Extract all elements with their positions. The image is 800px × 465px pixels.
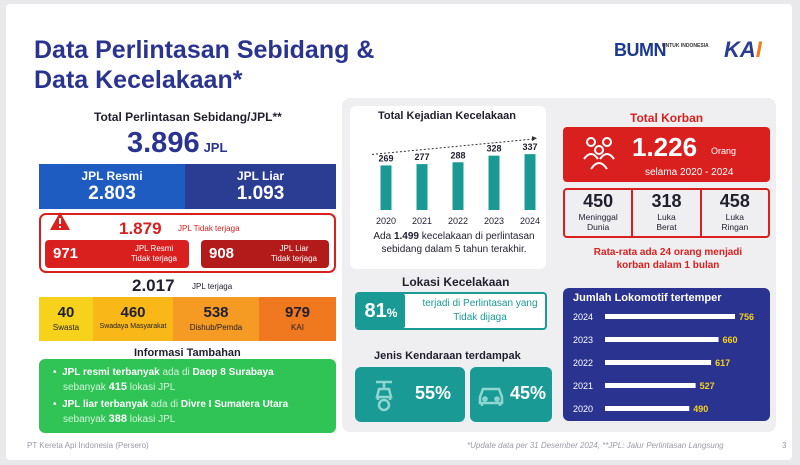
info-item-1-c: Daop 8 Surabaya	[192, 367, 274, 378]
korban-berat-label-2: Berat	[656, 222, 677, 232]
kejadian-bar-label: 328	[486, 143, 502, 154]
bumn-logo-text: BUMN	[614, 40, 666, 60]
kejadian-note-a: Ada	[373, 231, 394, 242]
kejadian-bar-label: 269	[378, 153, 394, 164]
jpl-resmi-card	[39, 164, 185, 209]
car-percent: 45%	[510, 383, 547, 403]
bumn-logo	[614, 40, 709, 61]
korban-note: Rata-rata ada 24 orang menjadi korban dalam 1 bulan	[593, 247, 743, 271]
info-item-2: • JPL liar terbanyak ada di Divre I Sumatera Utara sebanyak 388 lokasi JPL	[53, 399, 289, 425]
kejadian-bar	[525, 154, 536, 210]
korban-luka-berat	[633, 190, 701, 236]
kejadian-bar-chart	[350, 130, 546, 230]
kejadian-note-b: 1.499	[393, 231, 419, 242]
kejadian-note	[364, 230, 544, 256]
lokomotif-year-label: 2022	[573, 358, 594, 368]
info-item-2-c: Divre I Sumatera Utara	[180, 399, 289, 410]
page-title	[34, 35, 374, 95]
kejadian-year-label: 2024	[519, 216, 541, 226]
lokomotif-bar-chart	[563, 304, 770, 420]
liar-tidak-terjaga-value: 908	[209, 245, 235, 262]
warning-icon	[49, 211, 71, 231]
liar-tidak-terjaga-label	[271, 244, 317, 264]
people-icon	[579, 133, 619, 173]
korban-meninggal-label-1: Meninggal	[578, 212, 618, 222]
terjaga-category-row	[39, 297, 336, 341]
total-jpl-label: Total Perlintasan Sebidang/JPL**	[94, 110, 282, 124]
category-dishub	[173, 297, 259, 341]
korban-luka-ringan	[702, 190, 768, 236]
lokomotif-year-label: 2020	[573, 404, 594, 414]
lokasi-box	[355, 292, 547, 330]
category-value: 538	[203, 304, 229, 321]
category-label: Dishub/Pemda	[189, 323, 243, 332]
lokomotif-bar	[605, 314, 735, 319]
kejadian-bar-label: 288	[450, 150, 466, 161]
resmi-tidak-terjaga-label-2: Tidak terjaga	[131, 254, 177, 263]
category-label: KAI	[291, 323, 304, 332]
category-label: Swadaya Masyarakat	[99, 323, 167, 330]
jpl-liar-card	[185, 164, 336, 209]
total-jpl-unit: JPL	[203, 140, 228, 155]
lokomotif-year-label: 2024	[573, 312, 594, 322]
lokomotif-bar	[605, 383, 696, 388]
resmi-tidak-terjaga-label-1: JPL Resmi	[134, 244, 174, 253]
info-item-1: • JPL resmi terbanyak ada di Daop 8 Surabaya sebanyak 415 lokasi JPL	[53, 367, 274, 393]
korban-total-value: 1.226	[632, 132, 698, 162]
korban-breakdown	[563, 188, 770, 238]
kejadian-year-label: 2022	[447, 216, 469, 226]
total-jpl-value	[127, 127, 227, 160]
lokomotif-value-label: 617	[715, 358, 731, 368]
lokomotif-year-label: 2023	[573, 335, 594, 345]
right-panel	[342, 98, 776, 432]
liar-tidak-terjaga-label-1: JPL Liar	[279, 244, 309, 253]
info-item-2-f: lokasi JPL	[126, 414, 176, 425]
kejadian-bar-label: 277	[414, 152, 430, 163]
info-title: Informasi Tambahan	[134, 347, 241, 359]
lokasi-title: Lokasi Kecelakaan	[402, 275, 510, 289]
info-item-1-f: lokasi JPL	[126, 382, 176, 393]
lokomotif-value-label: 756	[739, 312, 755, 322]
lokomotif-bar	[605, 406, 689, 411]
jpl-resmi-value: 2.803	[88, 183, 136, 204]
footer-note: *Update data per 31 Desember 2024, **JPL: Jalur Perlintasan Langsung	[467, 441, 724, 450]
slide	[6, 4, 792, 460]
jpl-type-row	[39, 164, 336, 209]
lokomotif-value-label: 527	[699, 381, 715, 391]
korban-title: Total Korban	[630, 111, 704, 125]
lokomotif-year-label: 2021	[573, 381, 594, 391]
korban-total-unit: Orang	[711, 146, 737, 156]
korban-ringan-label-2: Ringan	[721, 222, 749, 232]
car-card	[470, 367, 552, 422]
kai-logo-i: I	[755, 37, 762, 62]
lokomotif-value-label: 660	[722, 335, 738, 345]
info-box	[39, 359, 336, 433]
tidak-terjaga-value: 1.879	[119, 219, 162, 238]
title-line-1: Data Perlintasan Sebidang &	[34, 36, 375, 64]
kejadian-year-label: 2023	[483, 216, 505, 226]
motorcycle-card	[355, 367, 465, 422]
lokomotif-value-label: 490	[693, 404, 709, 414]
resmi-tidak-terjaga-label	[131, 244, 177, 264]
category-swadaya	[93, 297, 173, 341]
category-value: 40	[57, 304, 75, 321]
info-item-2-a: JPL liar terbanyak	[62, 399, 149, 410]
total-jpl-number: 3.896	[127, 127, 200, 159]
kai-logo	[724, 37, 762, 63]
korban-total-box	[563, 127, 770, 182]
korban-ringan-label-1: Luka	[725, 212, 745, 222]
category-swasta	[39, 297, 93, 341]
korban-period: selama 2020 - 2024	[645, 167, 734, 178]
motorcycle-icon	[367, 376, 401, 412]
info-item-2-b: ada di	[148, 399, 181, 410]
info-item-1-d: sebanyak	[63, 382, 109, 393]
korban-berat-label-1: Luka	[657, 212, 676, 222]
resmi-tidak-terjaga-value: 971	[53, 245, 79, 262]
terjaga-value: 2.017	[132, 276, 175, 295]
lokomotif-bar	[605, 360, 711, 365]
liar-tidak-terjaga-chip	[201, 240, 329, 268]
category-value: 460	[120, 304, 146, 321]
korban-ringan-value: 458	[719, 191, 750, 211]
category-kai	[259, 297, 336, 341]
jenis-title: Jenis Kendaraan terdampak	[374, 350, 521, 362]
korban-meninggal-label-2: Dunia	[587, 222, 610, 232]
kejadian-bar-label: 337	[522, 142, 538, 153]
kejadian-year-label: 2020	[375, 216, 397, 226]
category-value: 979	[284, 304, 311, 321]
lokasi-text: terjadi di Perlintasan yang Tidak dijaga	[422, 298, 538, 323]
lokasi-percent	[357, 294, 405, 328]
tidak-terjaga-box	[39, 213, 336, 273]
category-label: Swasta	[52, 323, 80, 332]
jpl-resmi-label: JPL Resmi	[81, 169, 143, 183]
lokomotif-card	[563, 288, 770, 421]
kejadian-bar	[453, 162, 464, 210]
jpl-liar-value: 1.093	[236, 183, 285, 204]
korban-meninggal-value: 450	[583, 191, 614, 211]
kai-logo-ka: KA	[724, 37, 756, 62]
kejadian-chart-title: Total Kejadian Kecelakaan	[378, 110, 516, 122]
lokomotif-chart-title: Jumlah Lokomotif tertemper	[573, 292, 722, 304]
page-number: 3	[782, 441, 787, 450]
jpl-liar-label: JPL Liar	[236, 169, 285, 183]
bumn-logo-subtext: UNTUK INDONESIA	[662, 43, 709, 49]
kejadian-year-label: 2021	[411, 216, 433, 226]
liar-tidak-terjaga-label-2: Tidak terjaga	[271, 254, 317, 263]
footer-company: PT Kereta Api Indonesia (Persero)	[27, 441, 149, 450]
lokasi-percent-number: 81	[364, 300, 387, 322]
kejadian-chart-card	[350, 106, 546, 269]
kejadian-bar	[489, 156, 500, 210]
korban-berat-value: 318	[651, 191, 682, 211]
terjaga-label: JPL terjaga	[192, 282, 233, 291]
car-icon	[476, 379, 506, 409]
title-line-2: Data Kecelakaan*	[34, 66, 243, 94]
info-item-2-d: sebanyak	[63, 414, 109, 425]
info-item-1-e: 415	[108, 381, 127, 393]
kejadian-trend-arrow	[532, 136, 537, 141]
resmi-tidak-terjaga-chip	[45, 240, 189, 268]
tidak-terjaga-label: JPL Tidak terjaga	[178, 224, 240, 233]
lokomotif-bar	[605, 337, 718, 342]
korban-meninggal	[565, 190, 633, 236]
motorcycle-percent: 55%	[415, 383, 452, 403]
kejadian-note-c: kecelakaan di perlintasan sebidang dalam 5 tahun terakhir.	[381, 231, 535, 255]
kejadian-bar	[381, 165, 392, 210]
info-item-1-a: JPL resmi terbanyak	[62, 367, 160, 378]
info-item-1-b: ada di	[159, 367, 193, 378]
info-item-2-e: 388	[108, 413, 127, 425]
lokasi-percent-sign: %	[386, 306, 398, 320]
kejadian-bar	[417, 164, 428, 210]
